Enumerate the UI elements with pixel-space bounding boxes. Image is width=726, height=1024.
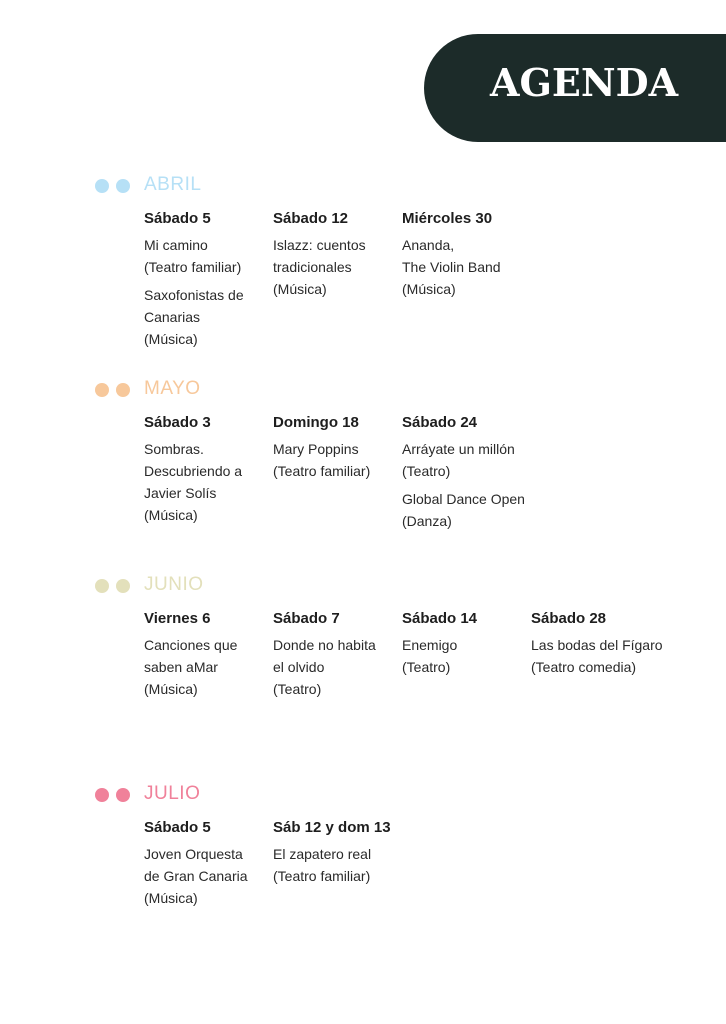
event-text-line: The Violin Band xyxy=(402,259,501,275)
event-text-line: Ananda, xyxy=(402,237,455,253)
event-column xyxy=(144,209,269,356)
month-dots xyxy=(95,179,135,193)
dot-icon xyxy=(116,383,130,397)
event-item xyxy=(273,634,398,700)
event-date: Domingo 18 xyxy=(273,414,359,431)
event-column xyxy=(273,818,398,893)
event-text-line: tradicionales xyxy=(273,259,352,275)
event-text-line: Donde no habita xyxy=(273,637,376,653)
event-text-line: el olvido xyxy=(273,659,325,675)
event-column xyxy=(273,413,398,488)
event-item xyxy=(273,843,398,887)
event-text-line: Canarias xyxy=(144,309,201,325)
event-item xyxy=(273,234,398,300)
event-date: Sábado 12 xyxy=(273,210,349,227)
event-column xyxy=(402,413,527,538)
dot-icon xyxy=(116,179,130,193)
event-item xyxy=(402,438,527,482)
event-item xyxy=(144,284,269,350)
event-text-line: Mary Poppins xyxy=(273,441,359,457)
dot-icon xyxy=(116,788,130,802)
event-text-line: (Música) xyxy=(144,681,198,697)
event-text-line: (Danza) xyxy=(402,513,452,529)
event-column xyxy=(273,209,398,306)
page-title: AGENDA xyxy=(490,60,679,105)
event-text-line: Canciones que xyxy=(144,637,238,653)
month-dots xyxy=(95,788,135,802)
event-item xyxy=(144,234,269,278)
event-text-line: (Teatro) xyxy=(273,681,322,697)
event-text-line: (Teatro familiar) xyxy=(144,259,242,275)
event-item xyxy=(531,634,663,678)
event-text-line: saben aMar xyxy=(144,659,218,675)
event-text-line: (Música) xyxy=(144,890,198,906)
event-item xyxy=(402,234,527,300)
event-text-line: de Gran Canaria xyxy=(144,868,248,884)
event-date: Sábado 5 xyxy=(144,210,211,227)
event-item xyxy=(144,843,269,909)
event-item xyxy=(402,634,527,678)
event-item xyxy=(273,438,398,482)
event-text-line: Arráyate un millón xyxy=(402,441,515,457)
event-column xyxy=(144,609,269,706)
event-date: Viernes 6 xyxy=(144,610,211,627)
event-date: Sábado 3 xyxy=(144,414,211,431)
event-text-line: Saxofonistas de xyxy=(144,287,244,303)
event-date: Sábado 24 xyxy=(402,414,478,431)
event-item xyxy=(144,438,269,526)
event-item xyxy=(402,488,527,532)
event-date: Sábado 28 xyxy=(531,610,607,627)
month-title: JULIO xyxy=(144,783,201,804)
event-text-line: (Música) xyxy=(402,281,456,297)
event-text-line: (Teatro familiar) xyxy=(273,463,371,479)
event-item xyxy=(144,634,269,700)
event-text-line: (Música) xyxy=(144,507,198,523)
month-title: JUNIO xyxy=(144,574,204,595)
event-date: Sáb 12 y dom 13 xyxy=(273,819,391,836)
month-dots xyxy=(95,579,135,593)
event-column xyxy=(531,609,663,684)
event-date: Sábado 5 xyxy=(144,819,211,836)
dot-icon xyxy=(95,788,109,802)
event-column xyxy=(273,609,398,706)
event-text-line: (Música) xyxy=(144,331,198,347)
event-text-line: Joven Orquesta xyxy=(144,846,243,862)
dot-icon xyxy=(116,579,130,593)
dot-icon xyxy=(95,383,109,397)
event-text-line: El zapatero real xyxy=(273,846,372,862)
event-date: Sábado 7 xyxy=(273,610,340,627)
event-text-line: Global Dance Open xyxy=(402,491,525,507)
event-text-line: Javier Solís xyxy=(144,485,217,501)
event-text-line: (Teatro) xyxy=(402,659,451,675)
event-text-line: Descubriendo a xyxy=(144,463,243,479)
event-text-line: Las bodas del Fígaro xyxy=(531,637,663,653)
event-date: Miércoles 30 xyxy=(402,210,493,227)
header-banner xyxy=(424,34,726,142)
event-column xyxy=(144,818,269,915)
month-title: MAYO xyxy=(144,378,201,399)
event-text-line: Islazz: cuentos xyxy=(273,237,366,253)
month-dots xyxy=(95,383,135,397)
dot-icon xyxy=(95,179,109,193)
month-title: ABRIL xyxy=(144,174,202,195)
event-date: Sábado 14 xyxy=(402,610,478,627)
event-text-line: (Música) xyxy=(273,281,327,297)
event-text-line: Enemigo xyxy=(402,637,458,653)
event-text-line: (Teatro comedia) xyxy=(531,659,637,675)
event-text-line: Sombras. xyxy=(144,441,204,457)
event-text-line: (Teatro familiar) xyxy=(273,868,371,884)
event-text-line: (Teatro) xyxy=(402,463,451,479)
event-text-line: Mi camino xyxy=(144,237,208,253)
event-column xyxy=(402,209,527,306)
event-column xyxy=(402,609,527,684)
dot-icon xyxy=(95,579,109,593)
event-column xyxy=(144,413,269,532)
